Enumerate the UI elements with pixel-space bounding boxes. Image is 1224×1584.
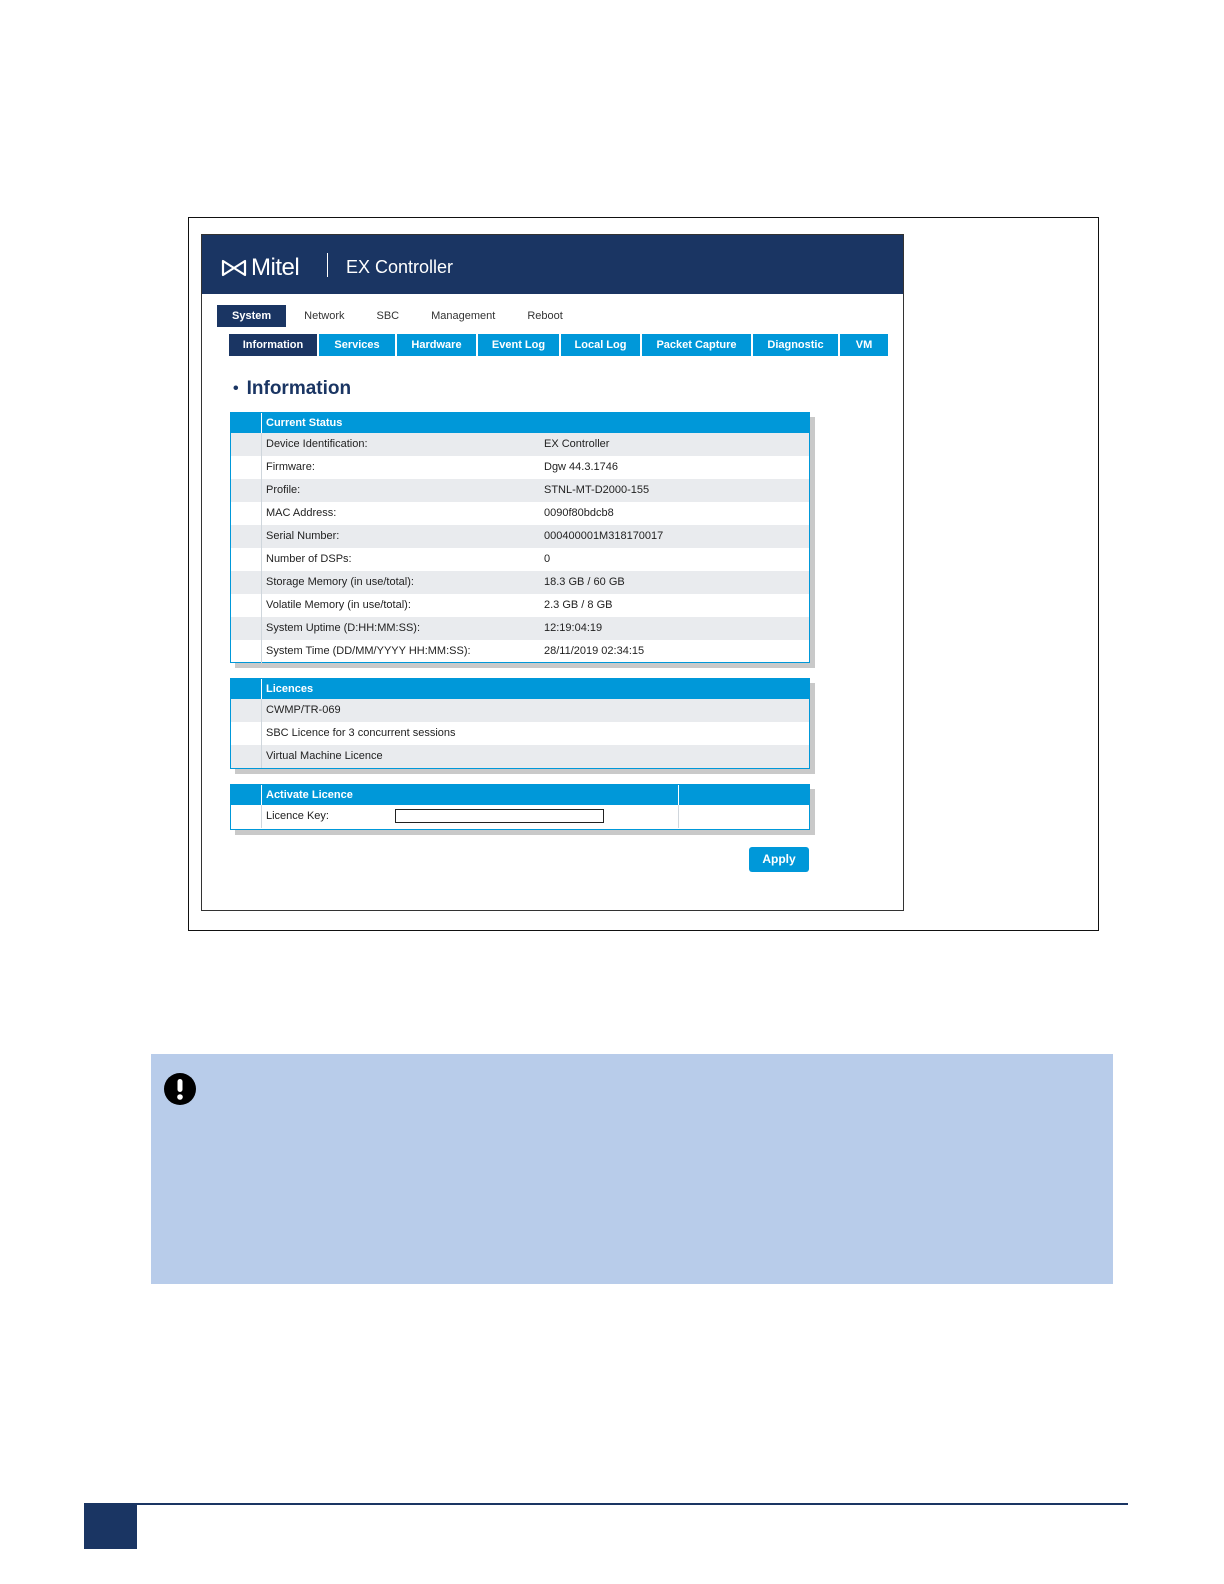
web-ui-window xyxy=(201,234,904,911)
list-item xyxy=(231,722,809,745)
licence-name: Virtual Machine Licence xyxy=(266,750,383,762)
row-value: 28/11/2019 02:34:15 xyxy=(544,645,645,657)
tab-services[interactable]: Services xyxy=(319,334,395,356)
bullet-icon: • xyxy=(233,380,239,397)
row-label: Firmware: xyxy=(266,461,315,473)
table-row xyxy=(231,640,809,663)
footer-page-block xyxy=(84,1504,137,1549)
row-label: Profile: xyxy=(266,484,301,496)
mitel-logo-icon xyxy=(221,259,247,277)
licences-title: Licences xyxy=(266,683,314,695)
tab-event-log[interactable]: Event Log xyxy=(478,334,559,356)
app-header xyxy=(202,235,903,294)
table-row xyxy=(231,433,809,456)
exclamation-circle-icon xyxy=(163,1072,197,1106)
main-nav-system[interactable]: System xyxy=(217,305,286,327)
table-row xyxy=(231,479,809,502)
sub-nav xyxy=(229,334,890,356)
table-row xyxy=(231,502,809,525)
row-value: 0090f80bdcb8 xyxy=(544,507,614,519)
licence-name: SBC Licence for 3 concurrent sessions xyxy=(266,727,456,739)
row-value: Dgw 44.3.1746 xyxy=(544,461,618,473)
tab-vm[interactable]: VM xyxy=(840,334,888,356)
mitel-logo xyxy=(221,254,299,282)
table-row xyxy=(231,617,809,640)
current-status-title: Current Status xyxy=(266,417,343,429)
product-title: EX Controller xyxy=(346,257,454,277)
activate-licence-title: Activate Licence xyxy=(266,789,353,801)
tab-local-log[interactable]: Local Log xyxy=(561,334,640,356)
header-divider xyxy=(327,253,328,277)
list-item xyxy=(231,699,809,722)
tab-diagnostic[interactable]: Diagnostic xyxy=(753,334,838,356)
table-row xyxy=(231,571,809,594)
table-row xyxy=(231,525,809,548)
tab-information[interactable]: Information xyxy=(229,334,317,356)
row-value: STNL-MT-D2000-155 xyxy=(544,484,650,496)
page-title xyxy=(233,378,351,400)
row-label: System Uptime (D:HH:MM:SS): xyxy=(266,622,421,634)
row-value: 2.3 GB / 8 GB xyxy=(544,599,613,611)
activate-licence-panel xyxy=(230,784,810,830)
licences-rows xyxy=(231,699,809,768)
main-nav xyxy=(217,305,579,327)
row-label: Storage Memory (in use/total): xyxy=(266,576,414,588)
row-label: MAC Address: xyxy=(266,507,337,519)
current-status-header xyxy=(231,413,809,433)
licences-panel xyxy=(230,678,810,769)
page-title-text: Information xyxy=(246,378,352,399)
brand-name: Mitel xyxy=(251,254,300,281)
row-label: Device Identification: xyxy=(266,438,368,450)
tab-packet-capture[interactable]: Packet Capture xyxy=(642,334,751,356)
row-value: 000400001M318170017 xyxy=(544,530,664,542)
note-box xyxy=(151,1054,1113,1284)
licences-header xyxy=(231,679,809,699)
apply-button[interactable]: Apply xyxy=(749,847,809,872)
row-label: Number of DSPs: xyxy=(266,553,352,565)
list-item xyxy=(231,745,809,768)
row-value: 12:19:04:19 xyxy=(544,622,603,634)
activate-licence-header xyxy=(231,785,809,805)
main-nav-network[interactable]: Network xyxy=(304,310,345,322)
row-label: Serial Number: xyxy=(266,530,340,542)
current-status-rows xyxy=(231,433,809,663)
row-value: 18.3 GB / 60 GB xyxy=(544,576,625,588)
main-nav-reboot[interactable]: Reboot xyxy=(527,310,563,322)
row-label: System Time (DD/MM/YYYY HH:MM:SS): xyxy=(266,645,471,657)
main-nav-management[interactable]: Management xyxy=(431,310,496,322)
tab-hardware[interactable]: Hardware xyxy=(397,334,476,356)
table-row xyxy=(231,594,809,617)
current-status-panel xyxy=(230,412,810,663)
row-value: EX Controller xyxy=(544,438,610,450)
footer-rule xyxy=(84,1503,1128,1505)
licence-key-label: Licence Key: xyxy=(266,810,329,822)
main-nav-sbc[interactable]: SBC xyxy=(376,310,400,322)
licence-name: CWMP/TR-069 xyxy=(266,704,341,716)
table-row xyxy=(231,548,809,571)
table-row xyxy=(231,456,809,479)
row-label: Volatile Memory (in use/total): xyxy=(266,599,411,611)
licence-key-input[interactable] xyxy=(395,809,604,823)
row-value: 0 xyxy=(544,553,551,565)
